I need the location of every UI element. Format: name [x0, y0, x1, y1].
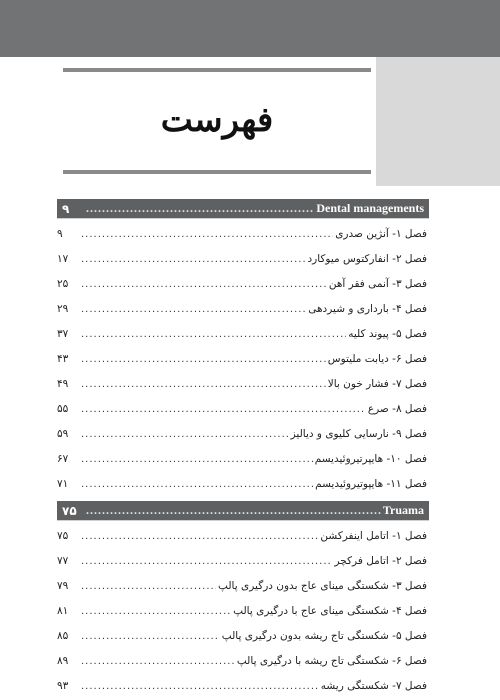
toc-entry[interactable] — [57, 651, 427, 671]
toc-entry[interactable] — [57, 249, 427, 269]
entry-label: فصل ۷- فشار خون بالا — [327, 378, 427, 390]
entry-page-number: ۹ — [57, 228, 63, 240]
dot-leader — [81, 531, 318, 542]
dot-leader — [81, 556, 332, 567]
toc-entry[interactable] — [57, 601, 427, 621]
section-header-dental-managements[interactable] — [57, 199, 429, 218]
entry-page-number: ۱۷ — [57, 253, 69, 265]
entry-page-number: ۵۹ — [57, 428, 69, 440]
entry-label: فصل ۹- نارسایی کلیوی و دیالیز — [290, 428, 427, 440]
section-underline — [57, 520, 429, 521]
entry-page-number: ۵۵ — [57, 403, 69, 415]
entry-label: فصل ۶- شکستگی تاج ریشه با درگیری پالپ — [236, 655, 427, 667]
top-band — [0, 0, 500, 57]
entry-label: فصل ۴- شکستگی مینای عاج با درگیری پالپ — [233, 605, 427, 617]
entry-label: فصل ۱۰- هایپرتیروئیدیسم — [314, 453, 427, 465]
entry-label: فصل ۸- صرع — [367, 403, 427, 415]
entry-page-number: ۸۹ — [57, 655, 69, 667]
dot-leader — [86, 503, 381, 518]
entry-page-number: ۷۹ — [57, 580, 69, 592]
entry-label: فصل ۳- شکستگی مینای عاج بدون درگیری پالپ — [218, 580, 427, 592]
dot-leader — [81, 254, 305, 265]
entry-label: فصل ۵- شکستگی تاج ریشه بدون درگیری پالپ — [221, 630, 427, 642]
toc-entry[interactable] — [57, 551, 427, 571]
toc-entry[interactable] — [57, 449, 427, 469]
dot-leader — [81, 479, 313, 490]
side-tab — [376, 57, 500, 186]
entry-page-number: ۷۷ — [57, 555, 69, 567]
dot-leader — [81, 379, 326, 390]
dot-leader — [81, 581, 216, 592]
entry-label: فصل ۲- انفارکتوس میوکارد — [307, 253, 427, 265]
toc-entry[interactable] — [57, 474, 427, 494]
entry-page-number: ۴۳ — [57, 353, 69, 365]
entry-label: فصل ۳- آنمی فقر آهن — [328, 278, 427, 290]
dot-leader — [81, 656, 235, 667]
toc-entry[interactable] — [57, 399, 427, 419]
toc-entry[interactable] — [57, 424, 427, 444]
entry-page-number: ۳۷ — [57, 328, 69, 340]
dot-leader — [81, 279, 327, 290]
dot-leader — [86, 201, 314, 216]
toc-entry[interactable] — [57, 576, 427, 596]
toc-entry[interactable] — [57, 274, 427, 294]
entry-page-number: ۲۹ — [57, 303, 69, 315]
toc-entry[interactable] — [57, 526, 427, 546]
entry-label: فصل ۲- اتامل فرکچر — [334, 555, 427, 567]
dot-leader — [81, 631, 220, 642]
page-title: فهرست — [160, 100, 274, 140]
toc-entry[interactable] — [57, 324, 427, 344]
entry-page-number: ۴۹ — [57, 378, 69, 390]
entry-page-number: ۹۳ — [57, 680, 69, 692]
dot-leader — [81, 606, 231, 617]
entry-page-number: ۶۷ — [57, 453, 69, 465]
section-underline — [57, 218, 429, 219]
entry-label: فصل ۱- اتامل اینفرکشن — [320, 530, 427, 542]
entry-label: فصل ۴- بارداری و شیردهی — [308, 303, 427, 315]
toc-entry[interactable] — [57, 626, 427, 646]
entry-label: فصل ۵- پیوند کلیه — [348, 328, 427, 340]
title-rule-top — [63, 68, 371, 72]
dot-leader — [81, 681, 319, 692]
entry-page-number: ۷۵ — [57, 530, 69, 542]
entry-label: فصل ۷- شکستگی ریشه — [320, 680, 427, 692]
toc-entry[interactable] — [57, 224, 427, 244]
entry-label: فصل ۱۱- هایپوتیروئیدیسم — [315, 478, 427, 490]
dot-leader — [81, 229, 333, 240]
toc-entry[interactable] — [57, 299, 427, 319]
section-title: Dental managements — [316, 201, 424, 215]
section-header-truama[interactable] — [57, 501, 429, 520]
dot-leader — [81, 404, 366, 415]
dot-leader — [81, 304, 306, 315]
toc-entry[interactable] — [57, 374, 427, 394]
entry-page-number: ۸۵ — [57, 630, 69, 642]
toc-entry[interactable] — [57, 676, 427, 696]
section-page-number: ۷۵ — [62, 503, 77, 518]
entry-page-number: ۲۵ — [57, 278, 69, 290]
toc-entry[interactable] — [57, 349, 427, 369]
entry-page-number: ۸۱ — [57, 605, 69, 617]
dot-leader — [81, 429, 289, 440]
dot-leader — [81, 454, 313, 465]
section-page-number: ۹ — [62, 201, 70, 216]
title-rule-bottom — [63, 170, 371, 174]
dot-leader — [81, 329, 346, 340]
entry-page-number: ۷۱ — [57, 478, 69, 490]
entry-label: فصل ۶- دیابت ملیتوس — [327, 353, 427, 365]
section-title: Truama — [382, 503, 424, 517]
entry-label: فصل ۱- آنژین صدری — [335, 228, 427, 240]
dot-leader — [81, 354, 326, 365]
